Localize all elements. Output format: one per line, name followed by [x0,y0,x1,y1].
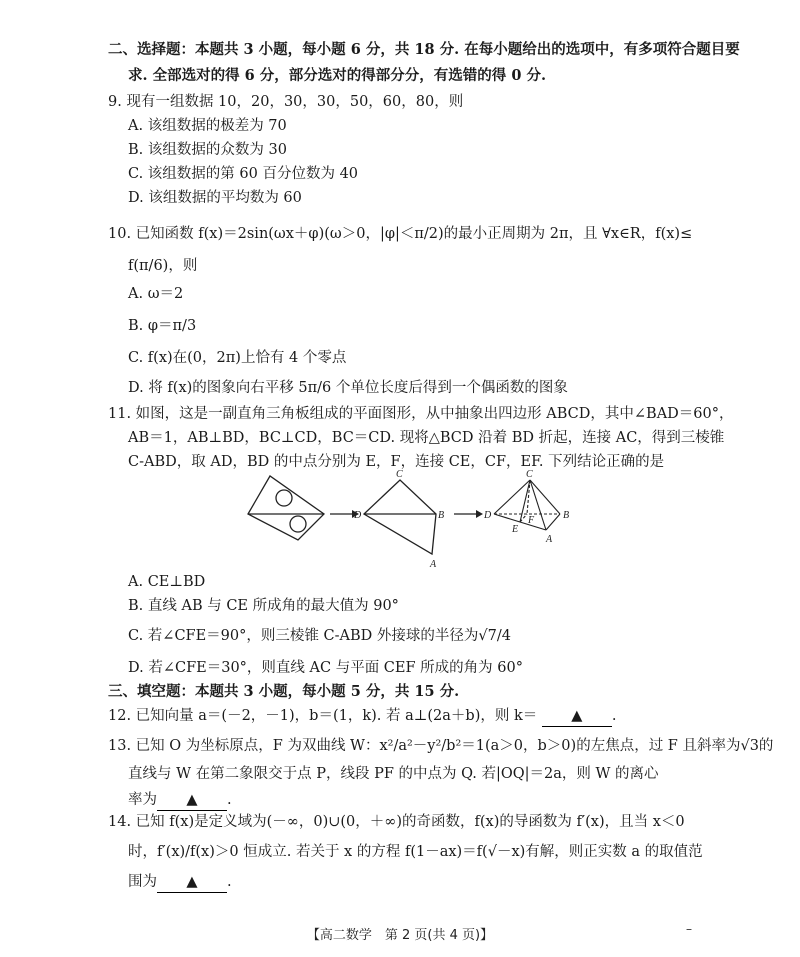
q11-option-c: C. 若∠CFE＝90°，则三棱锥 C-ABD 外接球的半径为√7/4 [128,628,511,644]
q13-line3-prefix: 率为 [128,792,157,808]
corner-mark: – [686,922,692,936]
mid-label-c: C [396,469,403,480]
mid-label-d: D [354,510,362,521]
tet-label-d: D [484,510,492,521]
section3-header: 三、填空题：本题共 3 小题，每小题 5 分，共 15 分. [108,683,460,700]
q10-option-d: D. 将 f(x)的图象向右平移 5π/6 个单位长度后得到一个偶函数的图象 [128,380,568,396]
tet-label-b: B [563,510,570,521]
q12-end: . [611,708,617,724]
q9-option-a: A. 该组数据的极差为 70 [128,118,287,134]
tet-label-a: A [546,534,553,545]
q14-line3 [128,872,232,893]
mid-label-b: B [438,510,445,521]
q10-option-b: B. φ＝π/3 [128,318,197,334]
q12-answer-mark: ▲ [571,708,583,724]
q11-option-b: B. 直线 AB 与 CE 所成角的最大值为 90° [128,598,399,614]
tet-label-f: F [528,515,535,526]
q14-line1: 14. 已知 f(x)是定义域为(－∞，0)∪(0，＋∞)的奇函数，f(x)的导函数为 f′(x)，且当 x＜0 [108,814,685,830]
q12-answer-blank[interactable] [542,706,612,727]
q10-option-a: A. ω＝2 [128,286,184,302]
q11-option-a: A. CE⊥BD [128,574,206,590]
mid-label-a: A [430,559,437,570]
q13-line3 [128,790,232,811]
section2-header-line2: 求. 全部选对的得 6 分，部分选对的得部分分，有选错的得 0 分. [128,67,547,84]
quadrilateral-figure [364,480,436,554]
q9-option-c: C. 该组数据的第 60 百分位数为 40 [128,166,359,182]
q10-stem-cont: f(π/6)，则 [128,258,198,274]
q10-stem: 10. 已知函数 f(x)＝2sin(ωx＋φ)(ω＞0，|φ|＜π/2)的最小正周期为 2π，且 ∀x∈R，f(x)≤ [108,226,693,242]
q12-line [108,706,616,727]
page-footer: 【高二数学 第 2 页(共 4 页)】 [306,928,494,943]
q13-answer-blank[interactable] [157,790,227,811]
q9-option-b: B. 该组数据的众数为 30 [128,142,287,158]
set-squares-figure [248,476,324,540]
q10-option-c: C. f(x)在(0，2π)上恰有 4 个零点 [128,350,347,366]
q13-line2: 直线与 W 在第二象限交于点 P，线段 PF 的中点为 Q. 若|OQ|＝2a，则 W 的离心 [128,766,659,782]
q14-line2: 时，f′(x)/f(x)＞0 恒成立. 若关于 x 的方程 f(1－ax)＝f(√－x)有解，则正实数 a 的取值范 [128,844,703,860]
tetrahedron-figure [494,480,560,530]
q12-text: 12. 已知向量 a＝(－2，－1)，b＝(1，k). 若 a⊥(2a＋b)，则 k＝ [108,708,538,724]
q13-end: . [227,792,232,808]
q13-answer-mark: ▲ [186,792,198,808]
q11-line1: 11. 如图，这是一副直角三角板组成的平面图形，从中抽象出四边形 ABCD，其中∠BAD＝60°， [108,406,734,422]
q11-option-d: D. 若∠CFE＝30°，则直线 AC 与平面 CEF 所成的角为 60° [128,660,523,676]
section2-header-line1: 二、选择题：本题共 3 小题，每小题 6 分，共 18 分. 在每小题给出的选项中，有多项符合题目要 [108,41,740,58]
q11-line2: AB＝1，AB⊥BD，BC⊥CD，BC＝CD. 现将△BCD 沿着 BD 折起，连接 AC，得到三棱锥 [128,430,725,446]
q9-option-d: D. 该组数据的平均数为 60 [128,190,302,206]
q13-line1: 13. 已知 O 为坐标原点，F 为双曲线 W：x²/a²－y²/b²＝1(a＞0，b＞0)的左焦点，过 F 且斜率为√3的 [108,738,774,754]
tet-label-c: C [526,469,533,480]
q14-end: . [227,874,232,890]
q14-answer-blank[interactable] [157,872,227,893]
q14-line3-prefix: 围为 [128,874,157,890]
tet-label-e: E [512,524,519,535]
q9-stem: 9. 现有一组数据 10，20，30，30，50，60，80，则 [108,94,464,110]
q11-figure [240,468,580,572]
q14-answer-mark: ▲ [186,874,198,890]
q11-line3: C-ABD，取 AD，BD 的中点分别为 E，F，连接 CE，CF，EF. 下列结论正确的是 [128,454,665,470]
